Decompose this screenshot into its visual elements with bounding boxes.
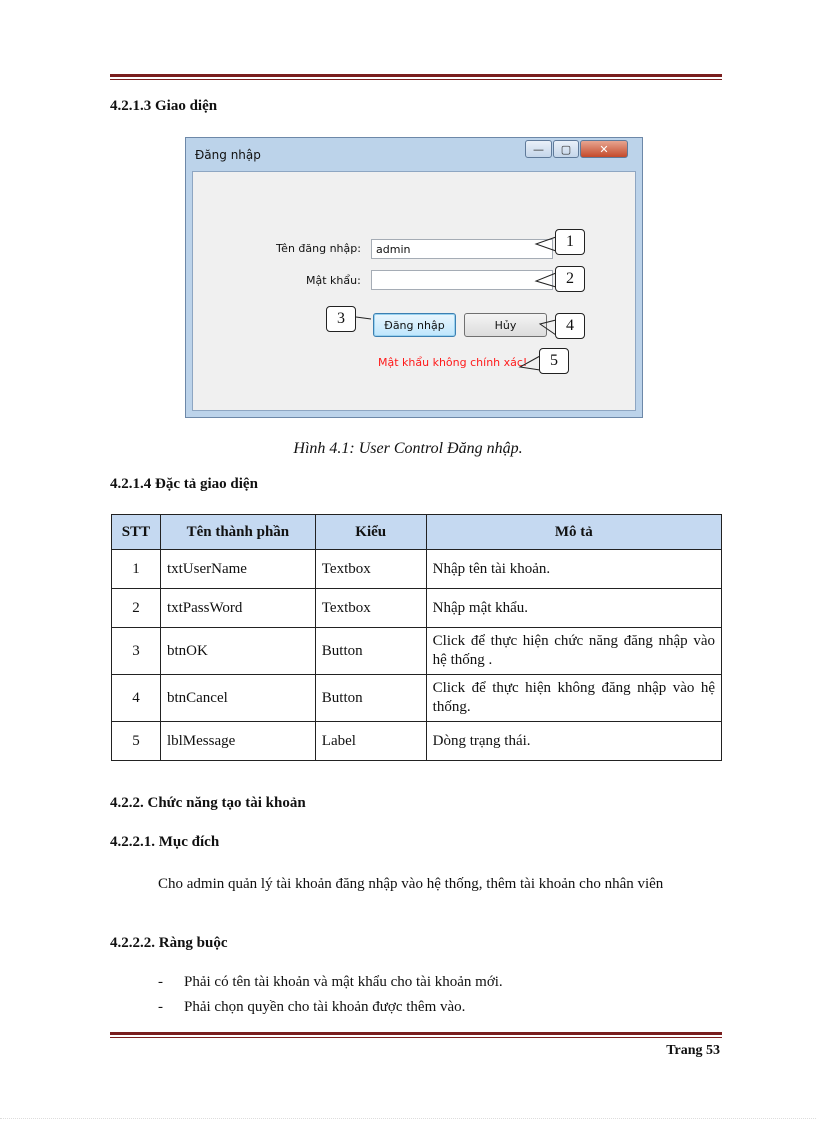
callout-4: 4 (555, 313, 585, 339)
cell-type: Label (315, 722, 426, 761)
callout-4-pointer (540, 320, 556, 335)
header-stt: STT (112, 515, 161, 550)
table-row (112, 675, 722, 722)
cell-stt: 2 (112, 589, 161, 628)
section-heading-spec: 4.2.1.4 Đặc tả giao diện (110, 476, 258, 492)
callout-1-pointer (536, 237, 556, 251)
cell-component: txtPassWord (160, 589, 315, 628)
spec-table (111, 514, 722, 761)
cell-description: Nhập mật khẩu. (426, 589, 721, 628)
cell-description: Click để thực hiện chức năng đăng nhập vào hệ thống . (426, 628, 721, 675)
maximize-button[interactable]: ▢ (553, 140, 579, 158)
cell-description: Dòng trạng thái. (426, 722, 721, 761)
login-button[interactable]: Đăng nhập (373, 313, 456, 337)
close-button[interactable]: ✕ (580, 140, 628, 158)
error-message: Mật khẩu không chính xác! (378, 356, 528, 369)
callout-3-pointer (356, 317, 371, 319)
window-title: Đăng nhập (195, 148, 261, 162)
callout-5-pointer (520, 356, 540, 370)
cell-component: btnOK (160, 628, 315, 675)
callout-2-pointer (536, 273, 556, 287)
cell-description: Nhập tên tài khoản. (426, 550, 721, 589)
callout-5: 5 (539, 348, 569, 374)
section-heading-constraints: 4.2.2.2. Ràng buộc (110, 935, 228, 951)
header-description: Mô tả (426, 515, 721, 550)
minimize-button[interactable]: — (525, 140, 552, 158)
table-row (112, 722, 722, 761)
username-label: Tên đăng nhập: (276, 242, 361, 255)
section-heading-create-account: 4.2.2. Chức năng tạo tài khoản (110, 795, 306, 811)
callout-2: 2 (555, 266, 585, 292)
bullet-marker: - (158, 999, 163, 1015)
table-header-row (112, 515, 722, 550)
bullet-text: Phải chọn quyền cho tài khoản được thêm vào. (184, 999, 466, 1015)
page-number: Trang 53 (666, 1043, 720, 1058)
cell-component: btnCancel (160, 675, 315, 722)
cell-component: txtUserName (160, 550, 315, 589)
password-label: Mật khẩu: (306, 274, 361, 287)
footer-rule-thin (110, 1037, 722, 1038)
callout-3: 3 (326, 306, 356, 332)
purpose-paragraph: Cho admin quản lý tài khoản đăng nhập vào hệ thống, thêm tài khoản cho nhân viên (158, 876, 664, 892)
bullet-marker: - (158, 974, 163, 990)
cell-type: Textbox (315, 589, 426, 628)
bullet-text: Phải có tên tài khoản và mật khẩu cho tài khoản mới. (184, 974, 503, 990)
cancel-button[interactable]: Hủy (464, 313, 547, 337)
footer-rule (110, 1032, 722, 1035)
header-type: Kiểu (315, 515, 426, 550)
figure-caption: Hình 4.1: User Control Đăng nhập. (293, 440, 523, 457)
cell-type: Button (315, 628, 426, 675)
cell-stt: 4 (112, 675, 161, 722)
page-edge-line (0, 1118, 816, 1119)
list-item (158, 999, 465, 1016)
section-heading-interface: 4.2.1.3 Giao diện (110, 98, 218, 114)
cell-stt: 1 (112, 550, 161, 589)
cell-stt: 5 (112, 722, 161, 761)
cell-description: Click để thực hiện không đăng nhập vào hệ thống. (426, 675, 721, 722)
list-item (158, 974, 503, 991)
cell-component: lblMessage (160, 722, 315, 761)
section-heading-purpose: 4.2.2.1. Mục đích (110, 834, 220, 850)
callout-1: 1 (555, 229, 585, 255)
cell-type: Textbox (315, 550, 426, 589)
cell-type: Button (315, 675, 426, 722)
table-row (112, 589, 722, 628)
table-row (112, 550, 722, 589)
cell-stt: 3 (112, 628, 161, 675)
header-component: Tên thành phần (160, 515, 315, 550)
table-row (112, 628, 722, 675)
